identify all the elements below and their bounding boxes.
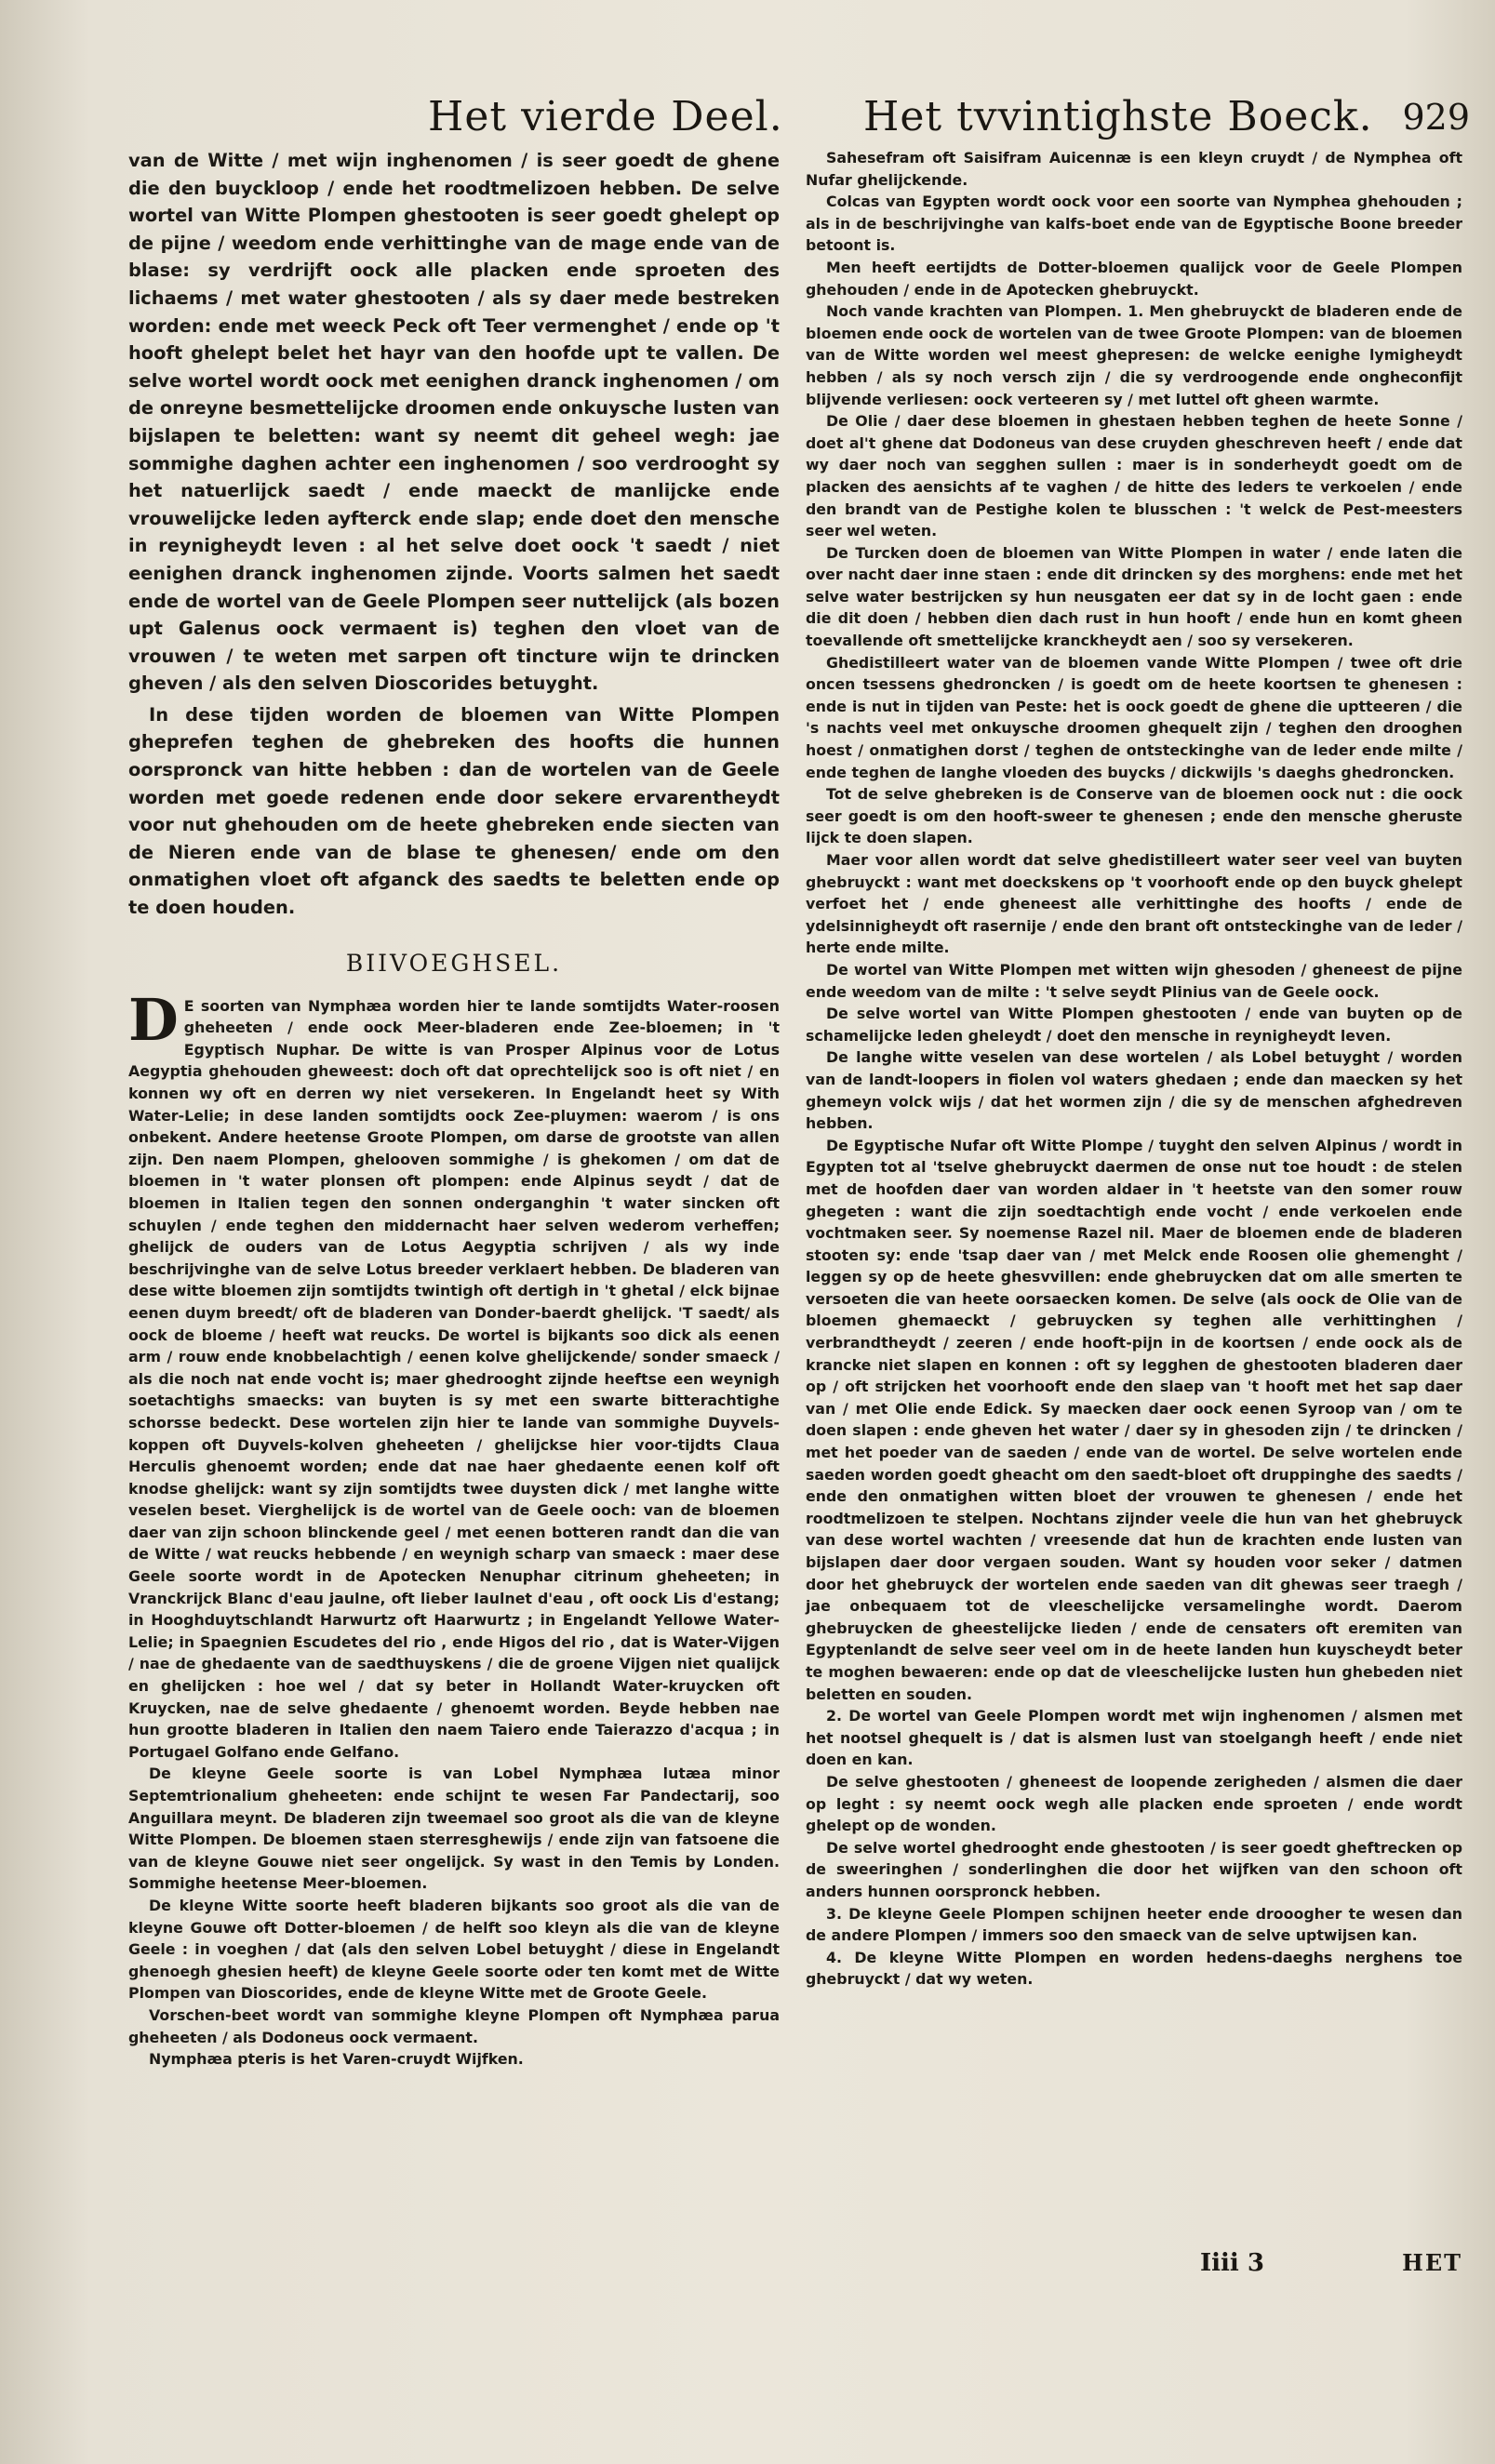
left-paragraph: van de Witte / met wijn inghenomen / is seer goedt de ghene die den buyckloop / ende het roodtmelizoen hebben. De selve wortel van Witte Plompen ghestooten is seer goedt ghelept op de pijne / weedom ende verhittinghe van de mage ende van de blase: sy verdrijft oock alle placken ende sproeten des lichaems / met water ghestooten / als sy daer mede bestreken worden: ende met weeck Peck oft Teer vermenghet / ende op 't hooft ghelept belet het hayr van den hoofde upt te vallen. De selve wortel wordt oock met eenighen dranck inghenomen / om de onreyne besmettelijcke droomen ende onkuysche lusten van bijslapen te beletten: want sy neemt dit geheel wegh: jae sommighe daghen achter een inghenomen / soo verdrooght sy het natuerlijck saedt / ende maeckt de manlijcke ende vrouwelijcke leden ayfterck ende slap; ende doet den mensche in reynigheydt leven : al het selve doet oock 't saedt / niet eenighen dranck inghenomen zijnde. Voorts salmen het saedt ende de wortel van de Geele Plompen seer nuttelijck (als bozen upt Galenus oock vermaent is) teghen den vloet van de vrouwen / te weten met sarpen oft tincture wijn te drincken gheven / als den selven Dioscorides betuyght.: [128, 150, 780, 695]
bijvoeghsel-paragraph: Vorschen-beet wordt van sommighe kleyne Plompen oft Nymphæa parua gheheeten / als Dodoneus oock vermaent.: [128, 2005, 780, 2046]
right-paragraph: 3. De kleyne Geele Plompen schijnen heeter ende drooogher te wesen dan de andere Plompen / immers soo den smaeck van de selve uptwijsen kan.: [806, 1904, 1462, 1945]
right-paragraph: De langhe witte veselen van dese wortelen / als Lobel betuyght / worden van de landt-loopers in fiolen vol waters ghedaen ; ende dan maecken sy het ghemeyn volck wijs / dat het wormen zijn / die sy de menschen afghedreven hebben.: [806, 1048, 1462, 1133]
right-paragraph: Noch vande krachten van Plompen. 1. Men ghebruyckt de bladeren ende de bloemen ende oock de wortelen van de twee Groote Plompen: van de bloemen van de Witte worden wel meest ghepresen: de welcke eenighe lymigheydt hebben / als sy noch versch zijn / die sy verdroogende ende ongheconfijt blijvende verliesen: oock verteeren sy / met luttel oft gheen warmte.: [806, 302, 1462, 408]
left-paragraph: In dese tijden worden de bloemen van Witte Plompen gheprefen teghen de ghebreken des hoofts die hunnen oorspronck van hitte hebben : dan de wortelen van de Geele worden met goede redenen ende door sekere ervarentheydt voor nut ghehouden om de heete ghebreken ende siecten van de Nieren ende van de blase te ghenesen/ ende om den onmatighen vloet oft afganck des saedts te beletten ende op te doen houden.: [128, 703, 780, 919]
signature-mark: Iiii 3: [1200, 2249, 1264, 2277]
right-column: [806, 147, 1462, 1991]
folio-number: 929: [1402, 97, 1470, 138]
right-paragraph: De Turcken doen de bloemen van Witte Plompen in water / ende laten die over nacht daer inne staen : ende dit drincken sy des morghens: ende met het selve water bestrijcken sy hun neusgaten eer dat sy in de locht gaen : ende die dit doen / hebben dien dach rust in hun hooft / ende hun en komt gheen toevallende oft smettelijcke kranckheydt aen / soo sy versekeren.: [806, 543, 1462, 650]
right-paragraph: Ghedistilleert water van de bloemen vande Witte Plompen / twee oft drie oncen tsessens ghedroncken / is goedt om de heete koortsen te ghenesen : ende is nut in tijden van Peste: het is oock goedt de ghene die uptteeren / die 's nachts veel met onkuysche droomen ghequelt zijn / teghen den drooghen hoest / onmatighen dorst / teghen de ontsteckinghe van de leder ende milte / ende teghen de langhe vloeden des buycks / dickwijls 's daeghs ghedroncken.: [806, 653, 1462, 781]
right-paragraph: De Olie / daer dese bloemen in ghestaen hebben teghen de heete Sonne / doet al't ghene dat Dodoneus van dese cruyden gheschreven heeft / ende dat wy daer noch van segghen sullen : maer is in sonderheydt goedt om de placken des aensichts af te vaghen / de hitte des leders te verkoelen / ende den brandt van de Pestighe kolen te blusschen : 't welck de Pest-meesters seer wel weten.: [806, 412, 1462, 540]
right-paragraph: Sahesefram oft Saisifram Auicennæ is een kleyn cruydt / de Nymphea oft Nufar ghelijckende.: [806, 149, 1462, 189]
bijvoeghsel-paragraph: [128, 985, 780, 1764]
running-title-left: Het vierde Deel.: [428, 93, 783, 140]
right-paragraph: Tot de selve ghebreken is de Conserve van de bloemen oock nut : die oock seer goedt is om den hooft-sweer te ghenesen ; ende den mensche gheruste lijck te doen slapen.: [806, 785, 1462, 847]
bijvoeghsel-paragraph: Nymphæa pteris is het Varen-cruydt Wijfken.: [149, 2050, 524, 2069]
running-title-right: Het tvvintighste Boeck.: [863, 93, 1373, 140]
right-paragraph: De Egyptische Nufar oft Witte Plompe / tuyght den selven Alpinus / wordt in Egypten tot al 'tselve ghebruyckt daermen de onse nut toe houdt : de stelen met de hoofden daer van worden aldaer in 't heetste van den somer rouw ghegeten : want die zijn soedtachtigh ende vocht / ende verkoelen ende vochtmaken seer. Sy noemense Razel nil. Maer de bloemen ende de bladeren stooten sy: ende 'tsap daer van / met Melck ende Roosen olie ghemenght / leggen sy op de heete ghesvvillen: ende ghebruycken dat om alle smerten te versoeten die van heete oorsaecken komen. De selve (als oock de Olie van de bloemen ghemaeckt / gebruycken sy teghen alle verhittinghen / verbrandtheydt / zeeren / ende hooft-pijn in de koortsen / ende oock als de krancke niet slapen en konnen : oft sy legghen de ghestooten bladeren daer op / oft strijcken het voorhooft ende den slaep van 't hooft met het sap daer van / met Olie ende Edick. Sy maecken daer oock eenen Syroop van / om te doen slapen : ende gheven het water / daer sy in ghesoden zijn / te drincken / met het poeder van de saeden / ende van de wortel. De selve wortelen ende saeden worden goedt gheacht om den saedt-bloet oft druppinghe des saedts / ende den onmatighen witten bloet der vrouwen te ghenesen / ende het roodtmelizoen te stelpen. Nochtans zijnder veele die hun van het ghebruyck van dese wortel wachten / vreesende dat hun de krachten ende lusten van bijslapen daer door vergaen souden. Want sy houden voor seker / datmen door het ghebruyck der wortelen ende saeden van dit ghewas seer traegh / jae onbequaem tot de vleeschelijcke versamelinghe wordt. Daerom ghebruycken de gheestelijcke lieden / ende de censaters oft eremiten van Egyptenlandt de selve seer veel om in de heete landen hun kuyscheydt beter te moghen bewaeren: ende op dat de vleeschelijcke lusten hun ghebeden niet beletten en souden.: [806, 1136, 1462, 1703]
bijvoeghsel-paragraph: De kleyne Witte soorte heeft bladeren bijkants soo groot als die van de kleyne Gouwe oft Dotter-bloemen / de helft soo kleyn als die van de kleyne Geele : in voeghen / dat (als den selven Lobel betuyght / diese in Engelandt ghenoegh ghesien heeft) de kleyne Geele soorte oder ten komt met de Witte Plompen van Dioscorides, ende de kleyne Witte met de Groote Geele.: [128, 1896, 780, 2003]
right-paragraph: De selve wortel ghedrooght ende ghestooten / is seer goedt gheftrecken op de sweeringhen / sonderlinghen die door het wijfken van den schoon oft anders hunnen oorspronck hebben.: [806, 1838, 1462, 1900]
left-column: [128, 147, 780, 2071]
section-title: BIIVOEGHSEL.: [345, 949, 563, 977]
bijvoeghsel-paragraph: De kleyne Geele soorte is van Lobel Nymphæa lutæa minor Septemtrionalium gheheeten: ende schijnt te wesen Far Pandectarij, soo Anguillara meynt. De bladeren zijn tweemael soo groot als die van de kleyne Witte Plompen. De bloemen staen sterresghewijs / ende zijn van fatsoene die van de kleyne Gouwe niet seer ongelijck. Sy wast in den Temis by Londen. Sommighe heetense Meer-bloemen.: [128, 1765, 780, 1893]
right-paragraph: 4. De kleyne Witte Plompen en worden hedens-daeghs nerghens toe ghebruyckt / dat wy weten.: [806, 1948, 1462, 1989]
right-paragraph: De selve ghestooten / gheneest de loopende zerigheden / alsmen die daer op leght : sy neemt oock wegh alle placken ende sproeten / ende wordt ghelept op de wonden.: [806, 1772, 1462, 1835]
right-paragraph: De selve wortel van Witte Plompen ghestooten / ende van buyten op de schamelijcke leden gheleydt / doet den mensche in reynigheydt leven.: [806, 1005, 1462, 1045]
page-footer: [1200, 2249, 1462, 2286]
bijvoeghsel-text: E soorten van Nymphæa worden hier te lande somtijdts Water-roosen gheheeten / ende oock Meer-bladeren ende Zee-bloemen; in 't Egyptisch Nuphar. De witte is van Prosper Alpinus voor de Lotus Aegyptia ghehouden gheweest: doch oft dat oprechtelijck soo is oft niet / en konnen wy oft en derren wy niet versekeren. In Engelandt heet sy With Water-Lelie; in dese landen somtijdts oock Zee-pluymen: waerom / is ons onbekent. Andere heetense Groote Plompen, om darse de grootste van allen zijn. Den naem Plompen, ghelooven sommighe / is ghekomen / om dat de bloemen in 't water plonsen oft plompen: ende Alpinus seydt / dat de bloemen in Italien tegen den sonnen onderganghin 't water sincken oft schuylen / ende teghen den middernacht haer selven wederom verheffen; ghelijck de ouders van de Lotus Aegyptia schrijven / als wy inde beschrijvinghe van de selve Lotus breeder verklaert hebben. De bladeren van dese witte bloemen zijn somtijdts twintigh oft dertigh in 't ghetal / elck bijnae eenen duym breedt/ oft de bladeren van Donder-baerdt ghelijck. 'T saedt/ als oock de bloeme / heeft wat reucks. De wortel is bijkants soo dick als eenen arm / rouw ende knobbelachtigh / eenen kolve ghelijckende/ sonder smaeck / als die noch nat ende vocht is; maer ghedrooght zijnde heeftse een weynigh soetachtighs smaecks: van buyten is sy met een swarte bitterachtighe schorsse bedeckt. Dese wortelen zijn hier te lande van sommighe Duyvels-koppen oft Duyvels-kolven gheheeten / ghelijckse hier voor-tijdts Claua Herculis ghenoemt worden; ende dat nae haer ghedaente eenen kolf oft knodse ghelijck: want sy zijn somtijdts twee duysten dick / met langhe witte veselen beset. Vierghelijck is de wortel van de Geele ooch: van de bloemen daer van zijn schoon blinckende geel / met eenen botteren randt dan die van de Witte / wat reucks hebbende / en weynigh scharp van smaeck : maer dese Geele soorte wordt in de Apotecken Nenuphar citrinum gheheeten; in Vranckrijck Blanc d'eau jaulne, oft lieber Iaulnet d'eau , oft oock Lis d'estang; in Hooghduytschlandt Harwurtz oft Haarwurtz ; in Engelandt Yellowe Water-Lelie; in Spaegnien Escudetes del rio , ende Higos del rio , dat is Water-Vijgen / nae de ghedaente van de saedthuyskens / die de groene Vijgen niet qualijck en ghelijcken : hoe wel / dat sy beter in Hollandt Water-kruycken oft Kruycken, nae de selve ghedaente / ghenoemt worden. Beyde hebben nae hun grootte bladeren in Italien den naem Taiero ende Taierazzo d'acqua ; in Portugael Golfano ende Gelfano.: [128, 996, 780, 1761]
right-paragraph: De wortel van Witte Plompen met witten wijn ghesoden / gheneest de pijne ende weedom van de milte : 't selve seydt Plinius van de Geele oock.: [806, 960, 1462, 1001]
catchword: HET: [1402, 2249, 1462, 2276]
drop-cap: D: [128, 985, 179, 1054]
right-paragraph: Colcas van Egypten wordt oock voor een soorte van Nymphea ghehouden ; als in de beschrijvinghe van kalfs-boet ende van de Egyptische Boone breeder betoont is.: [806, 193, 1462, 255]
right-paragraph: Men heeft eertijdts de Dotter-bloemen qualijck voor de Geele Plompen ghehouden / ende in de Apotecken ghebruyckt.: [806, 258, 1462, 299]
right-paragraph: 2. De wortel van Geele Plompen wordt met wijn inghenomen / alsmen met het nootsel ghequelt is / dat is alsmen lust van stoelgangh heeft / ende niet doen en kan.: [806, 1707, 1462, 1769]
right-paragraph: Maer voor allen wordt dat selve ghedistilleert water seer veel van buyten ghebruyckt : want met doeckskens op 't voorhooft ende op den buyck ghelept verfoet het / ende gheneest alle verhittinghe des hoofts / ende de ydelsinnigheydt oft rasernije / ende den brant oft ontsteckinghe van de leder / herte ende milte.: [806, 851, 1462, 957]
